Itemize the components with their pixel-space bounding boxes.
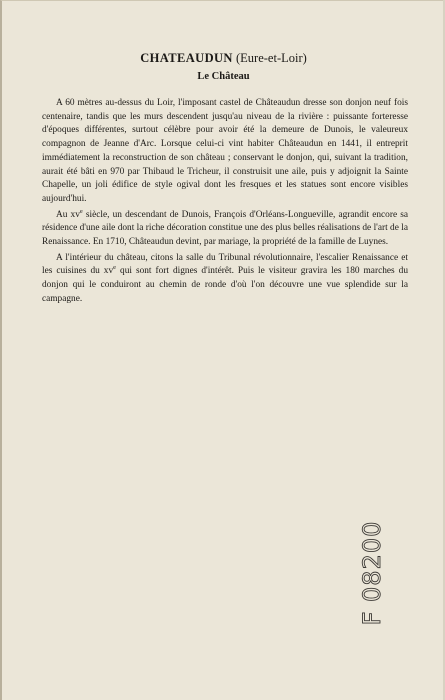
paragraph-1: A 60 mètres au-dessus du Loir, l'imposant castel de Châteaudun dresse son donjon neuf fois centenaire, tandis que les murs descendent jusqu'au niveau de la rivière : puissante forteresse d'époques différentes, surtout célèbre pour avoir été la demeure de Dunois, le valeureux compagnon de Jeanne d'Arc. Lorsque celui-ci vint habiter Châteaudun en 1441, il entreprit immédiatement la reconstruction de son château ; conservant le donjon, qui, suivant la tradition, aurait été bâti en 970 par Thibaud le Tricheur, il construisit une aile, puis y adjoignit la Sainte Chapelle, un joli édifice de style ogival dont les fresques et les statues sont encore visibles aujourd'hui. (42, 98, 408, 204)
century-superscript: e (113, 264, 117, 272)
subheading: Le Château (197, 71, 250, 82)
heading (2, 51, 445, 66)
century-superscript: e (79, 207, 83, 215)
paragraph-2-rest: siècle, un descendant de Dunois, François d'Orléans-Longueville, agrandit encore sa résidence d'une aile dont la riche décoration constitue une des plus belles réalisations de l'art de la Renaissance. En 1710, Châteaudun devint, par mariage, la propriété de la famille de Luynes. (42, 209, 409, 248)
body-text (42, 97, 408, 309)
paragraph-3-start: A l'intérieur du château, citons la salle du Tribunal révolutionnaire, l'escalier Renaissance et les cuisines du xv (42, 252, 408, 277)
heading-city: CHATEAUDUN (140, 51, 233, 65)
paragraph-3 (42, 252, 408, 307)
paragraph-2-start: Au xv (56, 209, 80, 220)
paragraph-2 (42, 209, 408, 250)
heading-region: (Eure-et-Loir) (236, 51, 307, 65)
paragraph-3-rest: qui sont fort dignes d'intérêt. Puis le visiteur gravira les 180 marches du donjon qui le conduiront au chemin de ronde d'où l'on découvre une vue splendide sur la campagne. (42, 266, 408, 304)
handwritten-inventory-number (358, 513, 404, 633)
handwritten-number-text: F 08200 (358, 520, 386, 626)
